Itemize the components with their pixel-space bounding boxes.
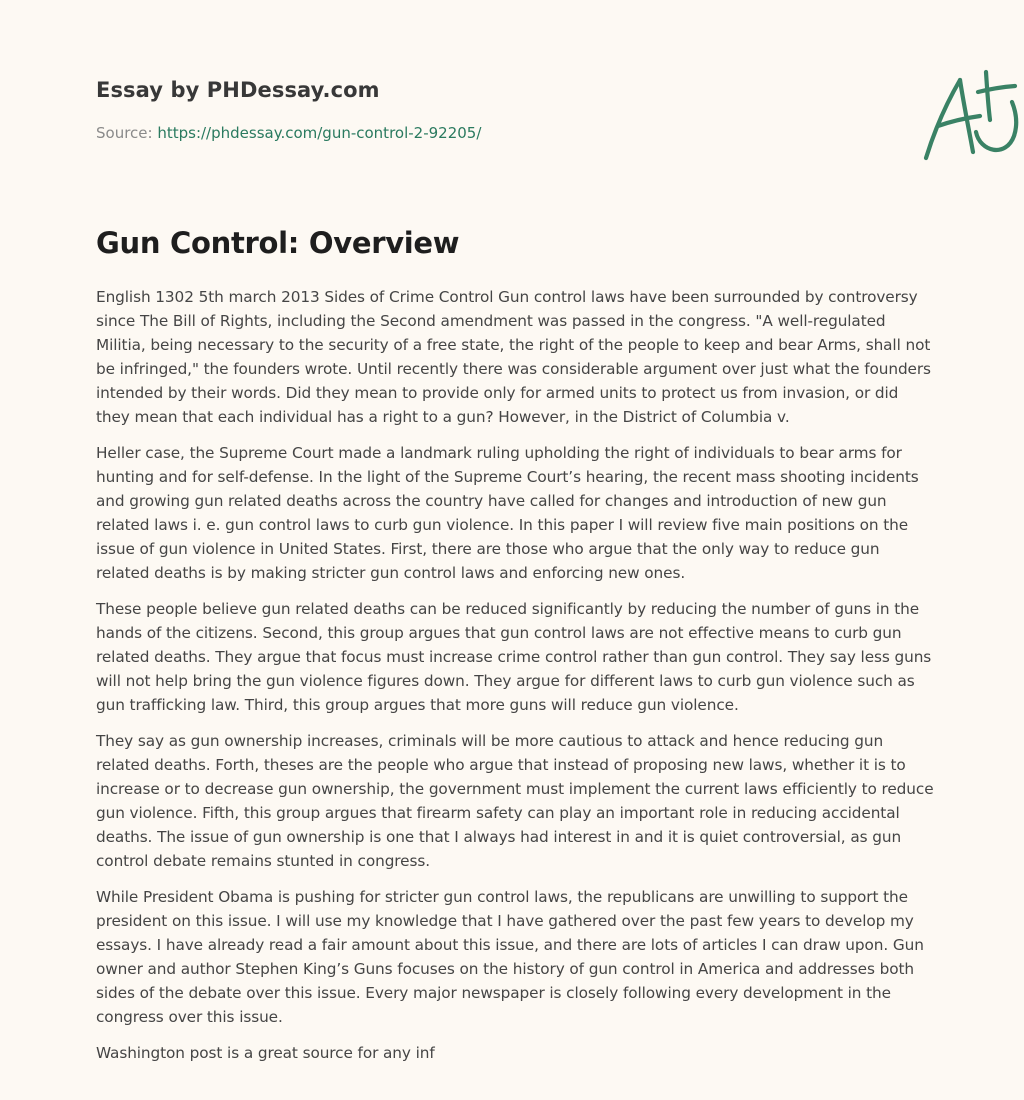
article-title: Gun Control: Overview (96, 226, 460, 260)
paragraph: Heller case, the Supreme Court made a landmark ruling upholding the right of individuals to bear arms for hunting and for self-defense. In the light of the Supreme Court’s hearing, the recent mass shooting incidents and growing gun related deaths across the country have called for changes and introduction of new gun related laws i. e. gun control laws to curb gun violence. In this paper I will review five main positions on the issue of gun violence in United States. First, there are those who argue that the only way to reduce gun related deaths is by making stricter gun control laws and enforcing new ones. (96, 444, 919, 582)
paragraph: These people believe gun related deaths can be reduced significantly by reducing the number of guns in the hands of the citizens. Second, this group argues that gun control laws are not effective means to curb gun related deaths. They argue that focus must increase crime control rather than gun control. They say less guns will not help bring the gun violence figures down. They argue for different laws to curb gun violence such as gun trafficking law. Third, this group argues that more guns will reduce gun violence. (96, 600, 932, 714)
article-body (96, 285, 934, 1077)
source-label: Source: (96, 124, 158, 142)
paragraph: While President Obama is pushing for stricter gun control laws, the republicans are unwilling to support the president on this issue. I will use my knowledge that I have gathered over the past few years to develop my essays. I have already read a fair amount about this issue, and there are lots of articles I can draw upon. Gun owner and author Stephen King’s Guns focuses on the history of gun control in America and addresses both sides of the debate over this issue. Every major newspaper is closely following every development in the congress over this issue. (96, 888, 924, 1026)
source-line (96, 124, 481, 142)
a-plus-logo-icon (920, 66, 1024, 166)
paragraph: They say as gun ownership increases, criminals will be more cautious to attack and hence reducing gun related deaths. Forth, theses are the people who argue that instead of proposing new laws, whether it is to increase or to decrease gun ownership, the government must implement the current laws efficiently to reduce gun violence. Fifth, this group argues that firearm safety can play an important role in reducing accidental deaths. The issue of gun ownership is one that I always had interest in and it is quiet controversial, as gun control debate remains stunted in congress. (96, 732, 934, 870)
paragraph: Washington post is a great source for any inf (96, 1044, 435, 1062)
brand-title: Essay by PHDessay.com (96, 78, 380, 102)
paragraph: English 1302 5th march 2013 Sides of Crime Control Gun control laws have been surrounded by controversy since The Bill of Rights, including the Second amendment was passed in the congress. "A well-regulated Militia, being necessary to the security of a free state, the right of the people to keep and bear Arms, shall not be infringed," the founders wrote. Until recently there was considerable argument over just what the founders intended by their words. Did they mean to provide only for armed units to protect us from invasion, or did they mean that each individual has a right to a gun? However, in the District of Columbia v. (96, 288, 931, 426)
source-link[interactable]: https://phdessay.com/gun-control-2-92205/ (157, 124, 482, 142)
